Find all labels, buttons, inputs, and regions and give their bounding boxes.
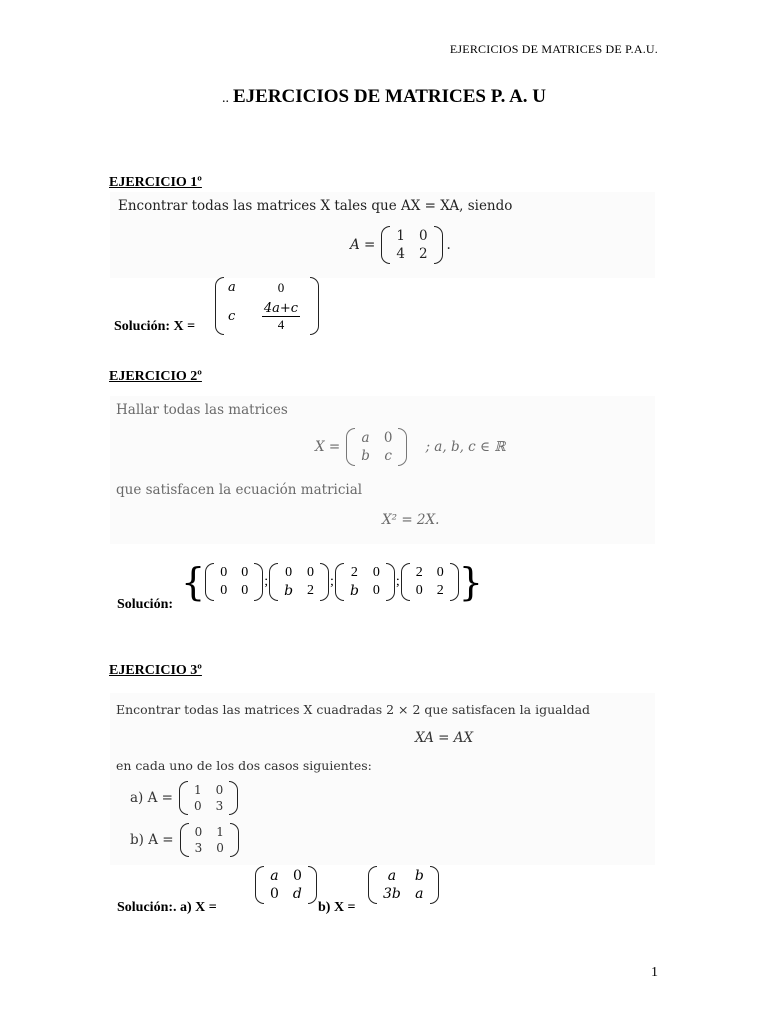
matrix-cell: b (349, 583, 359, 599)
matrix-cell: b (284, 583, 294, 599)
right-paren (254, 563, 263, 601)
matrix-cell: 0 (285, 565, 293, 580)
matrix-cell: c (228, 309, 236, 324)
matrix-cell: 0 (220, 583, 228, 598)
right-paren (430, 866, 439, 904)
matrix-cell: 0 (307, 565, 315, 580)
matrix-cell: 2 (436, 583, 444, 598)
left-paren (335, 563, 344, 601)
exercise-3-solution-b-label: b) X = (318, 900, 356, 915)
separator: ; (395, 574, 400, 589)
fraction (256, 301, 306, 333)
solution-cells (224, 277, 310, 335)
right-paren (434, 226, 443, 264)
left-paren (215, 277, 224, 335)
matrix-cell: 1 (216, 825, 224, 839)
exercise-1-label: EJERCICIO 1º (109, 175, 202, 190)
fraction-numerator: 4a+c (263, 300, 299, 316)
matrix-cell: 0 (241, 565, 249, 580)
left-paren (205, 563, 214, 601)
exercise-3-statement-image (110, 693, 655, 865)
left-brace: { (181, 560, 206, 604)
solution-cells (344, 563, 386, 601)
matrix-cell: 0 (193, 799, 202, 813)
exercise-2-line2: que satisfacen la ecuación matricial (116, 482, 363, 498)
matrix-a-cells (390, 226, 433, 264)
matrix-cell: 2 (350, 565, 358, 580)
right-paren (230, 823, 239, 857)
matrix-cell: a (415, 886, 424, 902)
fraction-denominator: 4 (277, 316, 285, 332)
left-paren (179, 781, 188, 815)
matrix-cell: 0 (436, 565, 444, 580)
exercise-3-solution-a (255, 866, 317, 904)
matrix-cell: a (270, 868, 279, 884)
matrix-cell: 0 (215, 783, 224, 797)
matrix-cell: a (387, 868, 397, 884)
matrix-cell: 0 (292, 868, 302, 884)
matrix-x-lhs: X = (315, 439, 341, 455)
matrix-a (381, 226, 442, 264)
right-paren (320, 563, 329, 601)
matrix-cell: 2 (415, 565, 423, 580)
exercise-2-statement-image (110, 396, 655, 544)
right-paren (310, 277, 319, 335)
exercise-3-line1: Encontrar todas las matrices X cuadradas 2 × 2 que satisfacen la igualdad (116, 702, 591, 717)
running-header: EJERCICIOS DE MATRICES DE P.A.U. (449, 42, 658, 56)
matrix-cell: a (361, 430, 370, 446)
exercise-2-solution-label: Solución: (117, 597, 174, 612)
case-b-cells (189, 823, 230, 857)
matrix-cell: 0 (241, 583, 249, 598)
exercise-3-solution-b (368, 866, 439, 904)
left-paren (381, 226, 390, 264)
matrix-cell: 3b (383, 886, 401, 902)
exercise-1-statement-image (110, 192, 655, 278)
matrix-cell: 0 (372, 565, 380, 580)
matrix-cell: 3 (215, 799, 224, 813)
matrix-cell: 4 (396, 246, 405, 262)
matrix-cell: b (361, 448, 370, 464)
case-a-cells (188, 781, 229, 815)
solution-b-cells (377, 866, 430, 904)
matrix-cell: a (228, 280, 236, 295)
exercise-1-statement: Encontrar todas las matrices X tales que AX = XA, siendo (118, 198, 513, 214)
exercise-2-condition: ; a, b, c ∈ ℝ (425, 439, 506, 455)
exercise-3-solution-label: Solución:. a) X = (117, 900, 217, 915)
case-a-matrix (179, 781, 238, 815)
page-number: 1 (651, 965, 658, 980)
exercise-3-case-b (130, 823, 239, 857)
exercise-2-equation: X² = 2X. (382, 512, 440, 528)
exercise-2-label: EJERCICIO 2º (109, 369, 202, 384)
matrix-cell: 0 (220, 565, 228, 580)
matrix-cell: 0 (418, 228, 428, 244)
solution-cells (410, 563, 450, 601)
right-paren (308, 866, 317, 904)
solution-matrix (205, 563, 263, 601)
exercise-2-matrix-x (315, 428, 506, 466)
right-paren (386, 563, 395, 601)
separator: ; (264, 574, 269, 589)
separator: ; (330, 574, 334, 589)
right-brace: } (458, 560, 483, 604)
exercise-1-matrix-a (350, 226, 451, 264)
right-paren (450, 563, 459, 601)
matrix-cell: 0 (277, 279, 285, 295)
solution-matrix (335, 563, 395, 601)
left-paren (401, 563, 410, 601)
matrix-cell: 1 (193, 783, 202, 797)
exercise-3-case-a (130, 781, 238, 815)
exercise-3-label: EJERCICIO 3º (109, 663, 202, 678)
right-paren (398, 428, 407, 466)
matrix-cell: 1 (396, 228, 405, 244)
solution-matrix (269, 563, 329, 601)
solution-cells (214, 563, 254, 601)
matrix-cell: 0 (415, 583, 423, 598)
period: . (446, 237, 451, 253)
exercise-3-equation: XA = AX (415, 730, 474, 746)
matrix-a-lhs: A = (350, 237, 376, 253)
matrix-cell: 0 (372, 583, 380, 598)
left-paren (269, 563, 278, 601)
left-paren (346, 428, 355, 466)
exercise-2-solution-set (181, 560, 483, 604)
solution-cells (278, 563, 320, 601)
left-paren (368, 866, 377, 904)
exercise-1-solution-matrix (215, 277, 319, 335)
exercise-1-solution-label: Solución: X = (114, 319, 196, 334)
matrix-cell: 0 (383, 430, 393, 446)
matrix-cell: 0 (194, 825, 203, 839)
matrix-cell: 2 (307, 583, 315, 598)
title-text: EJERCICIOS DE MATRICES P. A. U (232, 86, 547, 107)
matrix-cell: 2 (418, 246, 428, 262)
matrix-x-cells (355, 428, 398, 466)
left-paren (180, 823, 189, 857)
matrix-cell: 3 (194, 841, 203, 855)
solution-matrix (401, 563, 459, 601)
page-title (0, 86, 768, 108)
case-b-matrix (180, 823, 239, 857)
case-b-label: b) A = (130, 832, 174, 848)
matrix-cell: 0 (216, 841, 224, 855)
matrix-cell: b (414, 868, 424, 884)
matrix-cell: c (384, 448, 392, 464)
right-paren (229, 781, 238, 815)
left-paren (255, 866, 264, 904)
exercise-3-line2: en cada uno de los dos casos siguientes: (116, 758, 372, 773)
title-dots: .. (221, 91, 229, 106)
matrix-cell: d (292, 886, 302, 902)
matrix-cell: 0 (270, 886, 279, 902)
matrix-x (346, 428, 407, 466)
exercise-2-line1: Hallar todas las matrices (116, 402, 288, 418)
case-a-label: a) A = (130, 790, 173, 806)
solution-a-cells (264, 866, 308, 904)
